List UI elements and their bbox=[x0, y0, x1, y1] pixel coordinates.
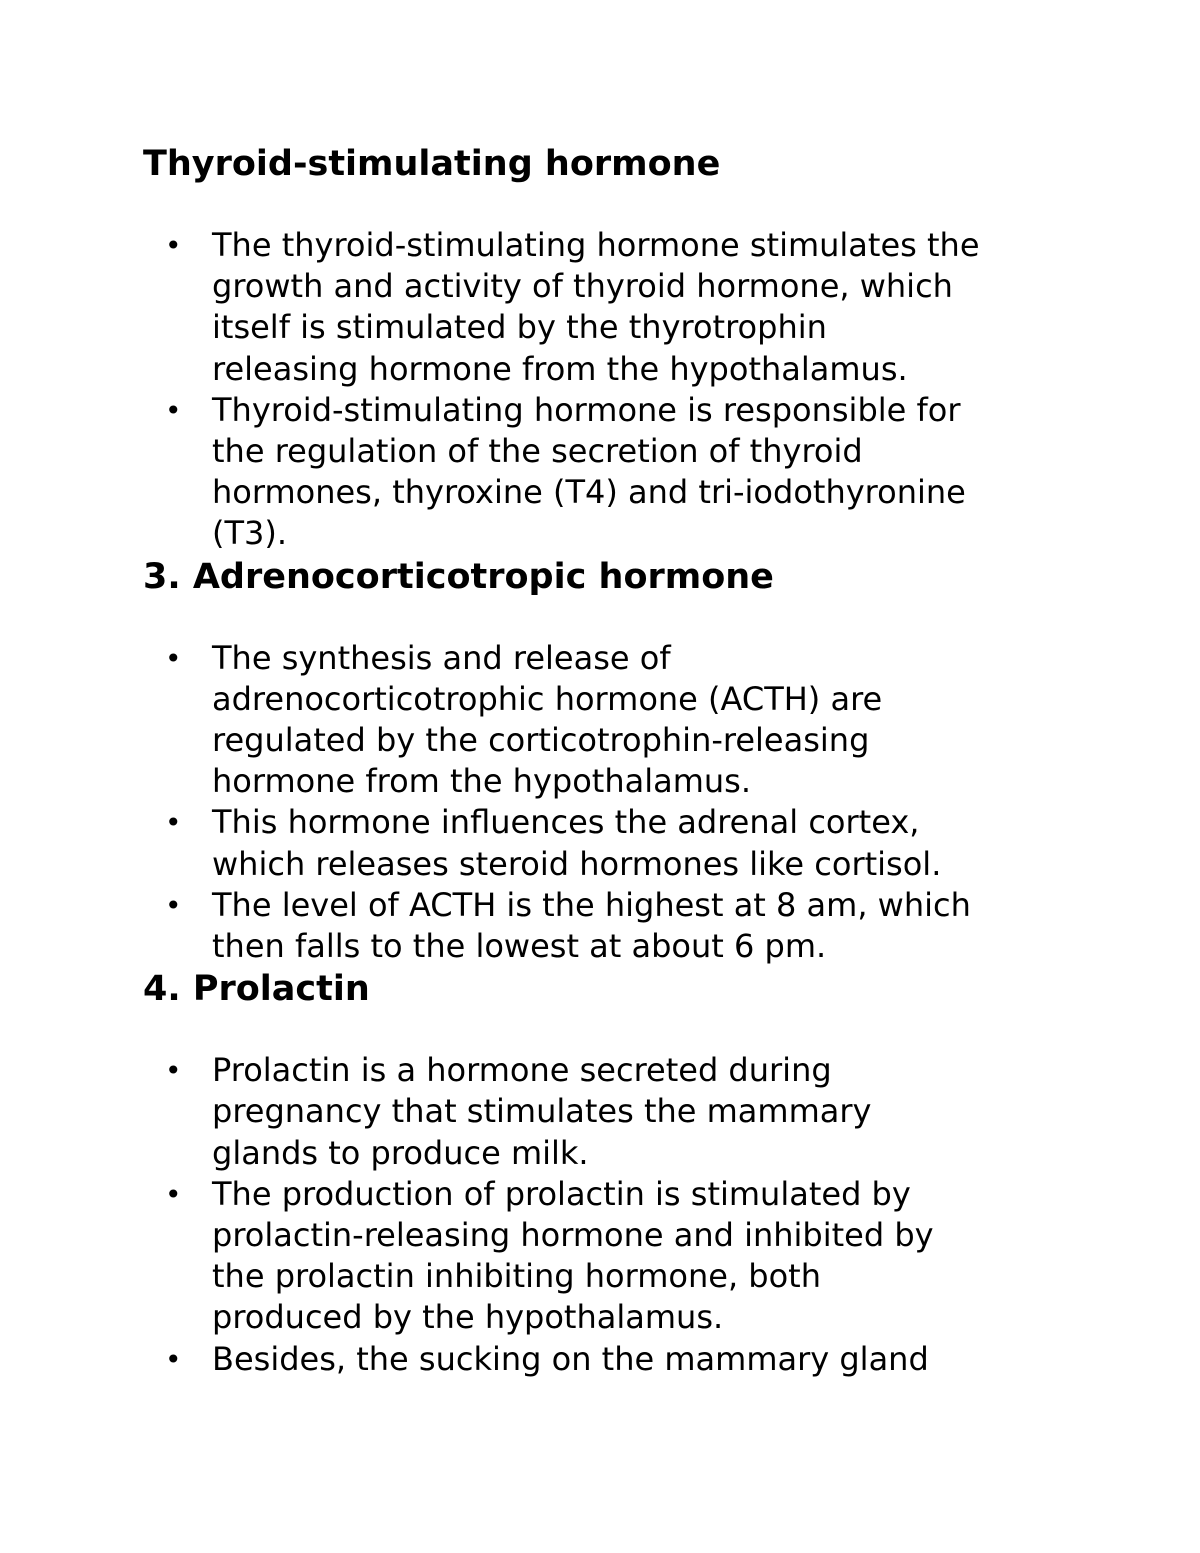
bullet-list bbox=[143, 1050, 1083, 1380]
bullet-icon: • bbox=[165, 1177, 182, 1211]
bullet-line: Besides, the sucking on the mammary gland bbox=[212, 1339, 929, 1378]
bullet-line: produced by the hypothalamus. bbox=[212, 1298, 724, 1337]
bullet-line: regulated by the corticotrophin-releasing bbox=[212, 721, 870, 760]
bullet-list bbox=[143, 225, 1083, 555]
section-heading: 4. Prolactin bbox=[143, 969, 370, 1010]
bullet-line: growth and activity of thyroid hormone, which bbox=[212, 267, 953, 306]
bullet-line: The production of prolactin is stimulated by bbox=[212, 1174, 911, 1213]
bullet-icon: • bbox=[165, 641, 182, 675]
bullet-line: The synthesis and release of bbox=[212, 638, 671, 677]
bullet-list bbox=[143, 638, 1083, 968]
bullet-line: releasing hormone from the hypothalamus. bbox=[212, 349, 908, 388]
bullet-line: pregnancy that stimulates the mammary bbox=[212, 1092, 872, 1131]
bullet-item bbox=[143, 1050, 1083, 1174]
bullet-line: hormones, thyroxine (T4) and tri-iodothyronine bbox=[212, 473, 966, 512]
bullet-icon: • bbox=[165, 393, 182, 427]
bullet-line: Prolactin is a hormone secreted during bbox=[212, 1051, 832, 1090]
bullet-line: Thyroid-stimulating hormone is responsible for bbox=[212, 390, 961, 429]
bullet-item bbox=[143, 802, 1083, 884]
bullet-line: itself is stimulated by the thyrotrophin bbox=[212, 308, 827, 347]
bullet-icon: • bbox=[165, 806, 182, 840]
section-heading: 3. Adrenocorticotropic hormone bbox=[143, 556, 774, 597]
bullet-item bbox=[143, 225, 1083, 390]
bullet-item bbox=[143, 390, 1083, 555]
bullet-icon: • bbox=[165, 888, 182, 922]
bullet-line: (T3). bbox=[212, 514, 288, 553]
bullet-line: prolactin-releasing hormone and inhibited by bbox=[212, 1216, 934, 1255]
bullet-item bbox=[143, 638, 1083, 803]
bullet-line: which releases steroid hormones like cortisol. bbox=[212, 844, 942, 883]
bullet-line: then falls to the lowest at about 6 pm. bbox=[212, 927, 827, 966]
bullet-line: The level of ACTH is the highest at 8 am, which bbox=[212, 885, 971, 924]
bullet-icon: • bbox=[165, 229, 182, 262]
bullet-line: adrenocorticotrophic hormone (ACTH) are bbox=[212, 679, 883, 718]
bullet-line: The thyroid-stimulating hormone stimulates the bbox=[212, 226, 980, 264]
bullet-icon: • bbox=[165, 1054, 182, 1088]
document-content bbox=[143, 142, 1083, 1380]
bullet-line: the regulation of the secretion of thyroid bbox=[212, 432, 863, 471]
bullet-line: hormone from the hypothalamus. bbox=[212, 762, 752, 801]
bullet-line: This hormone influences the adrenal cortex, bbox=[212, 803, 920, 842]
bullet-line: the prolactin inhibiting hormone, both bbox=[212, 1257, 821, 1296]
bullet-item bbox=[143, 885, 1083, 967]
bullet-line: glands to produce milk. bbox=[212, 1133, 589, 1172]
section-heading: Thyroid-stimulating hormone bbox=[143, 144, 721, 184]
bullet-item bbox=[143, 1339, 1083, 1380]
bullet-item bbox=[143, 1174, 1083, 1339]
bullet-icon: • bbox=[165, 1342, 182, 1376]
